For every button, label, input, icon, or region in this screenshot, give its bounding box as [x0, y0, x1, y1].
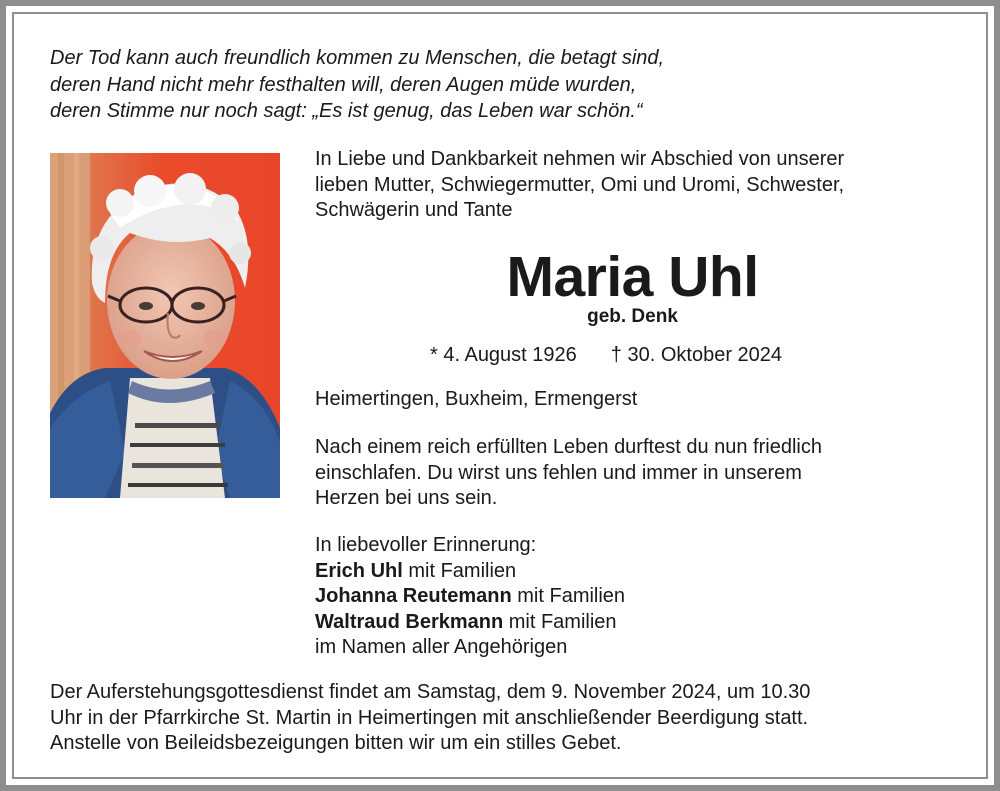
mourner-name: Waltraud Berkmann [315, 610, 504, 633]
farewell-message [315, 435, 955, 512]
mourner-suffix: mit Familien [503, 610, 617, 633]
places: Heimertingen, Buxheim, Ermengerst [315, 388, 638, 410]
deceased-name: Maria Uhl [506, 245, 759, 309]
quote-line: Der Tod kann auch freundlich kommen zu Menschen, die betagt sind, [50, 47, 665, 69]
quote-line: deren Stimme nur noch sagt: „Es ist genug, das Leben war schön.“ [50, 100, 643, 122]
birth-date: * 4. August 1926 [430, 344, 577, 366]
mourner-entry [315, 584, 955, 610]
mourners-heading: In liebevoller Erinnerung: [315, 534, 537, 556]
death-date: † 30. Oktober 2024 [610, 344, 783, 366]
mourner-entry [315, 610, 955, 636]
service-line: Anstelle von Beileidsbezeigungen bitten wir um ein stilles Gebet. [50, 732, 622, 754]
message-line: Herzen bei uns sein. [315, 487, 498, 509]
intro-text [315, 147, 955, 224]
intro-line: In Liebe und Dankbarkeit nehmen wir Abschied von unserer [315, 148, 845, 170]
mourners-closing: im Namen aller Angehörigen [315, 636, 568, 658]
mourners-list [315, 533, 955, 661]
life-dates [430, 342, 930, 368]
message-line: einschlafen. Du wirst uns fehlen und immer in unserem [315, 461, 802, 484]
mourner-name: Erich Uhl [315, 559, 403, 582]
quote-line: deren Hand nicht mehr festhalten will, deren Augen müde wurden, [50, 73, 637, 96]
portrait-image [50, 153, 280, 498]
message-line: Nach einem reich erfüllten Leben durftest du nun friedlich [315, 436, 822, 458]
maiden-name: geb. Denk [587, 306, 678, 327]
mourner-suffix: mit Familien [402, 559, 517, 582]
intro-line: Schwägerin und Tante [315, 199, 513, 221]
portrait-photo [50, 153, 280, 498]
service-info [50, 680, 960, 757]
opening-quote [50, 45, 930, 125]
mourner-name: Johanna Reutemann [315, 585, 512, 607]
mourner-suffix: mit Familien [511, 585, 626, 607]
service-line: Uhr in der Pfarrkirche St. Martin in Heimertingen mit anschließender Beerdigung statt. [50, 706, 809, 729]
service-line: Der Auferstehungsgottesdienst findet am Samstag, dem 9. November 2024, um 10.30 [50, 681, 811, 703]
mourner-entry [315, 559, 955, 585]
intro-line: lieben Mutter, Schwiegermutter, Omi und Uromi, Schwester, [315, 173, 845, 196]
